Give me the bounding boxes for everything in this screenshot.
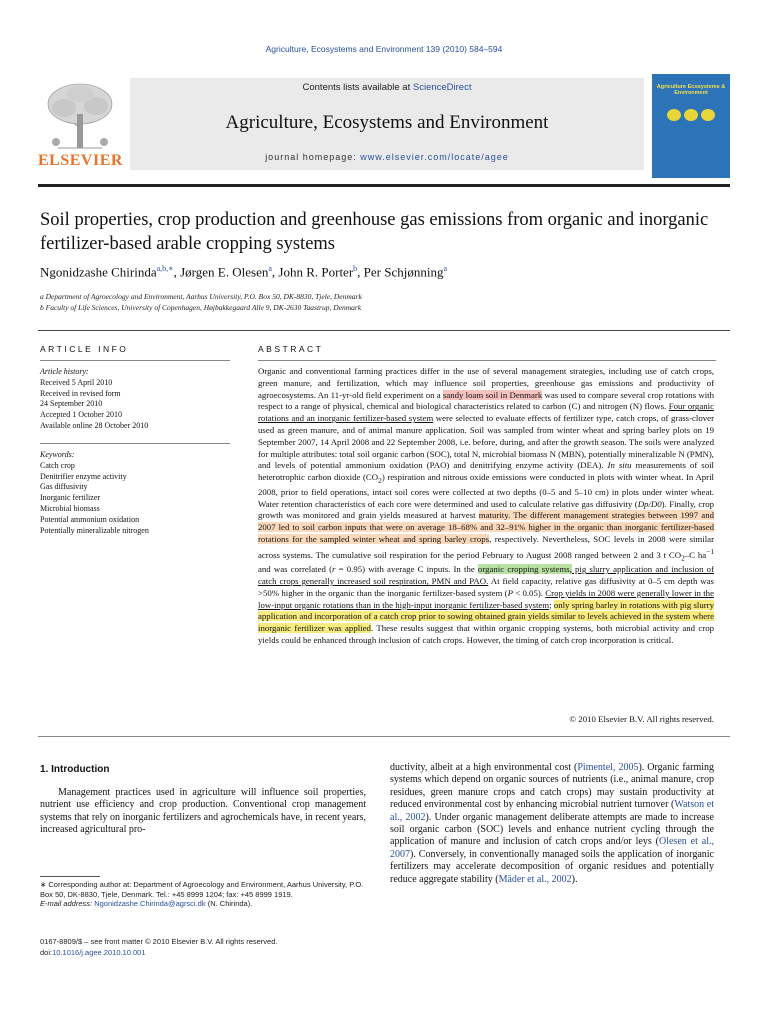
publisher-name: ELSEVIER — [38, 152, 123, 169]
author-affiliation-marker[interactable]: a — [443, 264, 448, 273]
author-list: Ngonidzashe Chirinda$^{a,b,∗}$, Jørgen E. Olesen$^a$, John R. Porter$^b$, Per Schjønning$^a$ — [40, 264, 448, 280]
email-label: E-mail address: — [40, 899, 95, 909]
intro-text: ductivity, albeit at a high environmental cost ( — [390, 762, 578, 773]
keyword: Potentially mineralizable nitrogen — [40, 525, 149, 535]
author-affiliation-marker[interactable]: a,b,∗ — [156, 264, 174, 273]
footnote-rule — [40, 876, 100, 877]
citation-link[interactable]: Mäder et al., 2002 — [498, 873, 572, 885]
author-affiliation-marker[interactable]: b — [353, 264, 358, 273]
abstract-text: At field capacity, relative gas diffusivity at 0–5 cm depth was >50% higher in the organic than the inorganic fertilizer-based system ( — [258, 575, 714, 598]
abstract-italic: r — [332, 564, 336, 575]
keywords — [40, 450, 240, 536]
intro-paragraph-left: Management practices used in agriculture will influence soil properties, nutrient use efficiency and crop production. Conventional crop management systems that rely on inorganic fertilizers and agrochemicals have, in recent years, increased agricultural pro- — [40, 787, 366, 836]
highlight-soil: sandy loam soil in Denmark — [442, 389, 543, 400]
sciencedirect-link[interactable]: ScienceDirect — [412, 82, 472, 93]
highlight-maturity: maturity. The different management strategies between 1997 and 2007 led to soil carbon inputs that were on average 18–68% and 32–91% higher in the organic than inorganic fertilizer-based rotations for the sampled winter wheat and spring barley crops — [258, 510, 714, 544]
copyright: © 2010 Elsevier B.V. All rights reserved. — [569, 714, 714, 724]
abstract-heading: ABSTRACT — [258, 344, 324, 354]
article-info-rule — [40, 360, 230, 361]
article-info-heading: ARTICLE INFO — [40, 344, 129, 354]
author-name[interactable]: Per Schjønning — [363, 264, 444, 280]
homepage-prefix: journal homepage: — [265, 152, 361, 162]
contents-prefix: Contents lists available at — [302, 82, 413, 93]
underline-pig: pig slurry application and inclusion of catch crops generally increased soil respiration, PMN and PAO. — [258, 564, 714, 586]
author-name[interactable]: John R. Porter — [278, 264, 354, 280]
keyword: Inorganic fertilizer — [40, 493, 101, 503]
abstract-text: was used to compare several crop rotations with respect to a range of physical, chemical and biological characteristics related to carbon (C) and nitrogen (N) flows. — [258, 389, 714, 412]
underline-yields: Crop yields in 2008 were generally lower in the low-input organic rotations than in the high-input inorganic fertilizer-based system — [258, 587, 714, 610]
journal-cover-image — [652, 74, 730, 178]
abstract-italic: Dp/D0 — [637, 498, 662, 509]
journal-header — [38, 74, 730, 178]
abstract-italic: P — [507, 587, 513, 598]
abstract-text: ) respiration and nitrous oxide emissions were conducted in plots with winter wheat. In April 2008, prior to field operations, intact soil cores were collected at two depths (0–5 and 5–10 cm) in plots under winter wheat. Water retention characteristics of each core were determined and used to calculate relative gas diffusivity ( — [258, 472, 715, 509]
abstract-body: Organic and conventional farming practices differ in the use of several management strategies, including use of catch crops, green manure, and fertilization, which may influence soil properties, greenhouse gas emissions and productivity of agroecosystems. An 11-yr-old field experiment on a sandy loam soil in Denmark was used to compare several crop rotations with respect to a range of physical, chemical and biological characteristics related to carbon (C) and nitrogen (N) flows. Four organic rotations and an inorganic fertilizer-based system were selected to evaluate effects of fertilizer type, catch crops, of grass-clover used as green manure, and of animal manure application. Soil was sampled from winter wheat and spring barley plots on 19 September 2007, 14 April 2008 and 22 September 2008, i.e. before, during, and after the growth season. The soils were analyzed for multiple attributes: total soil organic carbon (SOC), total N, microbial biomass N (MBN), potentially mineralizable N (PMN), and levels of potential ammonium oxidation (PAO) and denitrifying enzyme activity (DEA). In situ measurements of soil heterotrophic carbon dioxide $(CO_2)$ respiration and nitrous oxide emissions were conducted in plots with winter wheat. In April 2008, prior to field operations, intact soil cores were collected at two depths (0–5 and 5–10 cm) in plots under winter wheat. Water retention characteristics of each core were determined and used to calculate relative gas diffusivity (Dp/D0). Finally, crop growth was monitored and grain yields measured at harvest maturity. The different management strategies between 1997 and 2007 led to soil carbon inputs that were on average 18–68% and 32–91% higher in the organic than inorganic fertilizer-based rotations for the sampled winter wheat and spring barley crops, respectively. Nevertheless, SOC levels in 2008 were similar across systems. The cumulative soil respiration for the period February to August 2008 ranged between 2 and 3 t $CO_2-C$ $ha^{-1}$ and was correlated (r = 0.95) with average C inputs. In the organic cropping systems, pig slurry application and inclusion of catch crops generally increased soil respiration, PMN and PAO. At field capacity, relative gas diffusivity at 0–5 cm depth was >50% higher in the organic than the inorganic fertilizer-based system (P < 0.05). Crop yields in 2008 were generally lower in the low-input organic rotations than in the high-input inorganic fertilizer-based system; only spring barley in rotations with pig slurry application and incorporation of a catch crop prior to sowing obtained grain yields similar to levels achieved in the system where inorganic fertilizer was applied. These results suggest that within organic cropping systems, both microbial activity and crop yields could be enhanced through inclusion of catch crops. However, the timing of catch crop incorporation is critical. — [258, 366, 715, 645]
journal-banner — [130, 78, 644, 170]
keyword: Gas diffusivity — [40, 482, 88, 492]
abstract-text: < 0.05). — [512, 587, 546, 598]
history-item: Available online 28 October 2010 — [40, 420, 149, 430]
abstract-text: , respectively. Nevertheless, SOC levels in 2008 were similar across systems. The cumulative soil respiration for the period February to August 2008 ranged between 2 and 3 t CO — [258, 533, 714, 560]
contents-line — [130, 82, 644, 93]
section-heading-introduction: 1. Introduction — [40, 764, 110, 775]
keyword: Catch crop — [40, 460, 75, 470]
homepage-link[interactable]: www.elsevier.com/locate/agee — [360, 152, 509, 162]
footnote-text: ∗ Corresponding author at: Department of Agroecology and Environment, Aarhus University, P.O. Box 50, DK-8830, Tjele, Denmark. Tel.: +45 8999 1204; fax: +45 8999 1919. — [40, 880, 364, 899]
intro-text: ). — [571, 873, 578, 885]
abstract-text: and was correlated ( — [258, 564, 332, 575]
abstract-text: = 0.95) with average C inputs. In the — [335, 564, 478, 575]
header-rule — [38, 184, 730, 187]
author-affiliation-marker[interactable]: a — [268, 264, 272, 273]
author-name[interactable]: Ngonidzashe Chirinda — [40, 264, 157, 280]
journal-citation[interactable]: Agriculture, Ecosystems and Environment 139 (2010) 584–594 — [265, 44, 503, 54]
article-title: Soil properties, crop production and greenhouse gas emissions from organic and inorganic fertilizer-based arable cropping systems — [40, 210, 709, 254]
abstract-text: ). Finally, crop growth was monitored and grain yields measured at harvest — [258, 498, 714, 521]
intro-paragraph-right — [390, 762, 714, 886]
abstract-rule — [258, 360, 716, 361]
history-item: Accepted 1 October 2010 — [40, 410, 122, 420]
affiliation-b: b Faculty of Life Sciences, University of Copenhagen, Højbakkegaard Alle 9, DK-2630 Taastrup, Denmark — [40, 303, 362, 312]
history-label: Article history: — [40, 367, 89, 376]
abstract-end-rule — [38, 736, 730, 737]
intro-text: ). Under organic management deliberate attempts are made to increase soil organic carbon (SOC) levels and enhance nutrient cycling through the application of manure and inclusion of catch crops and/or leys ( — [390, 811, 714, 848]
abstract-text: Organic and conventional farming practices differ in the use of several management strategies, including use of catch crops, green manure, and fertilization, which may influence soil properties, greenhouse gas emissions and productivity of agroecosystems. An 11-yr-old field experiment on a — [258, 366, 714, 400]
abstract-text: . These results suggest that within organic cropping systems, both microbial activity and crop yields could be enhanced through inclusion of catch crops. However, the timing of catch crop incorporation is critical. — [258, 623, 715, 645]
highlight-barley: only spring barley in rotations with pig slurry application and incorporation of a catch crop prior to sowing obtained grain yields similar to levels achieved in the system where inorganic fertilizer was applied — [258, 599, 714, 634]
intro-text: ). Organic farming systems which depend on organic sources of nutrients (i.e., animal manure, crop residues, green manure crops and catch crops) may sustain productivity at reduced environmental cost by enhancing microbial nutrient turnover ( — [390, 762, 714, 811]
citation-link[interactable]: Watson et al., 2002 — [390, 799, 714, 823]
abstract-text: –C ha — [684, 549, 707, 560]
history-item: Received in revised form — [40, 388, 121, 398]
section-rule — [38, 330, 730, 331]
author-name[interactable]: Jørgen E. Olesen — [180, 264, 269, 280]
intro-text: ). Conversely, in conventionally managed soils the application of inorganic fertilizers may accelerate decomposition of organic residues and potentially reduce aggregate stability ( — [390, 848, 714, 885]
email-link[interactable]: Ngonidzashe.Chirinda@agrsci.dk — [94, 899, 206, 909]
abstract-text: were selected to evaluate effects of fertilizer type, catch crops, of grass-clover used as green manure, and of animal manure application. Soil was sampled from winter wheat and spring barley plots on 19 September 2007, 14 April 2008 and 22 September 2008, i.e. before, during, and after the growth season. The soils were analyzed for multiple attributes: total soil organic carbon (SOC), total N, microbial biomass N (MBN), potentially mineralizable N (PMN), and levels of potential ammonium oxidation (PAO) and denitrifying enzyme activity (DEA). — [258, 413, 715, 471]
underline-rotations: Four organic rotations and an inorganic fertilizer-based system — [258, 401, 714, 424]
highlight-systems: organic cropping systems, — [477, 564, 572, 575]
issn-line: 0167-8809/$ – see front matter © 2010 Elsevier B.V. All rights reserved. — [40, 937, 278, 946]
affiliation-a: a Department of Agroecology and Environment, Aarhus University, P.O. Box 50, DK-8830, Tjele, Denmark — [40, 292, 362, 301]
history-item: Received 5 April 2010 — [40, 377, 113, 387]
issn-doi — [40, 936, 277, 958]
article-history — [40, 367, 240, 432]
keyword: Potential ammonium oxidation — [40, 514, 140, 524]
doi-link[interactable]: 10.1016/j.agee.2010.10.001 — [52, 948, 146, 957]
keywords-label: Keywords: — [40, 450, 75, 459]
keywords-rule — [40, 443, 230, 444]
homepage-line — [130, 152, 644, 162]
keyword: Microbial biomass — [40, 503, 100, 513]
abstract-text: measurements of soil heterotrophic carbon dioxide (CO — [258, 460, 714, 483]
corresponding-author-footnote — [40, 880, 370, 909]
doi-prefix: doi: — [40, 948, 53, 957]
abstract-italic: In situ — [607, 460, 632, 471]
email-suffix: (N. Chirinda). — [205, 899, 253, 909]
citation-link[interactable]: Pimentel, 2005 — [577, 762, 639, 773]
cover-title: Agriculture Ecosystems & Environment — [656, 84, 726, 97]
history-item: 24 September 2010 — [40, 399, 103, 409]
journal-title: Agriculture, Ecosystems and Environment — [225, 112, 549, 133]
citation-link[interactable]: Olesen et al., 2007 — [390, 836, 714, 860]
abstract-text: ; — [549, 599, 554, 610]
keyword: Denitrifier enzyme activity — [40, 471, 127, 481]
